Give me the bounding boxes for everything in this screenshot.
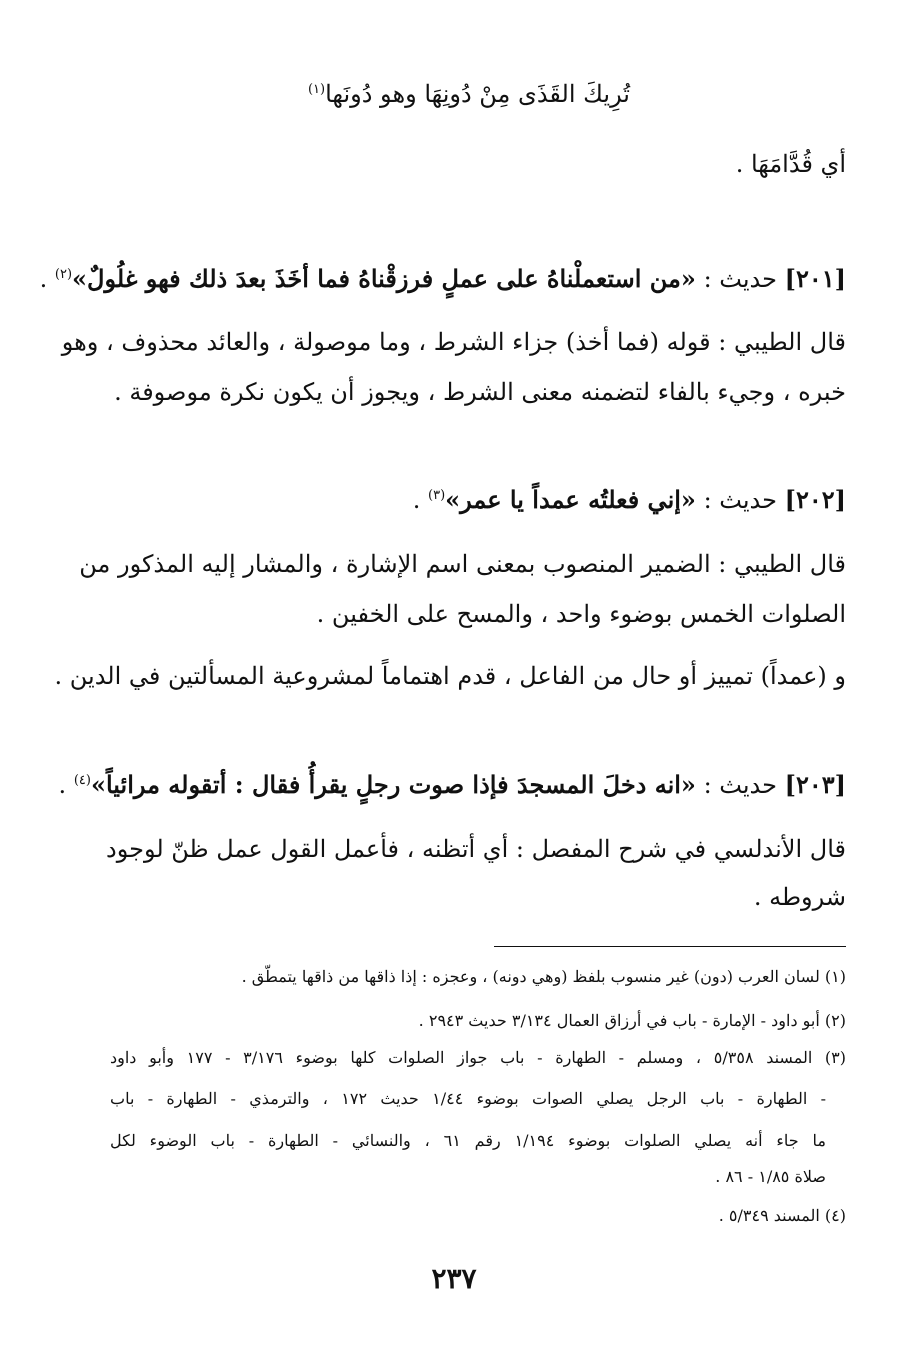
commentary-line: الصلوات الخمس بوضوء واحد ، والمسح على الخفين . bbox=[316, 600, 846, 628]
commentary-line: و (عمداً) تمييز أو حال من الفاعل ، قدم اهتماماً لمشروعية المسألتين في الدين . bbox=[54, 662, 846, 690]
hadith-label: حديث : bbox=[703, 265, 777, 293]
footnote-2: (٢) أبو داود - الإمارة - باب في أرزاق العمال ٣/١٣٤ حديث ٢٩٤٣ . bbox=[418, 1011, 846, 1030]
hadith-quote: «من استعملْناهُ على عملٍ فرزقْناهُ فما أخَذَ بعدَ ذلك فهو غلُولٌ» bbox=[72, 264, 696, 293]
hadith-number: [٢٠٣] bbox=[784, 770, 846, 799]
hadith-quote: «إني فعلتُه عمداً يا عمر» bbox=[445, 485, 696, 514]
commentary-line: قال الطيبي : قوله (فما أخذ) جزاء الشرط ، وما موصولة ، والعائد محذوف ، وهو bbox=[61, 328, 846, 356]
hadith-heading-203 bbox=[58, 770, 846, 799]
footnote-3-line: ما جاء أنه يصلي الصلوات بوضوء ١/١٩٤ رقم ٦١ ، والنسائي - الطهارة - باب الوضوء لكل bbox=[110, 1131, 826, 1150]
commentary-line: قال الطيبي : الضمير المنصوب بمعنى اسم الإشارة ، والمشار إليه المذكور من bbox=[79, 550, 846, 578]
commentary-line: قال الأندلسي في شرح المفصل : أي أتظنه ، فأعمل القول عمل ظنّ لوجود bbox=[106, 835, 846, 863]
heading-end: . bbox=[58, 771, 67, 799]
heading-end: . bbox=[412, 486, 421, 514]
footnote-marker: (٣) bbox=[428, 488, 446, 503]
footnote-3-line: صلاة ١/٨٥ - ٨٦ . bbox=[715, 1167, 826, 1186]
poetry-verse bbox=[308, 80, 630, 108]
page-number: ٢٣٧ bbox=[431, 1262, 477, 1295]
hadith-quote: «انه دخلَ المسجدَ فإذا صوت رجلٍ يقرأُ فقال : أتقوله مرائياً» bbox=[90, 770, 696, 799]
hadith-number: [٢٠١] bbox=[784, 264, 846, 293]
footnote-3-line: - الطهارة - باب الرجل يصلي الصوات بوضوء ١/٤٤ حديث ١٧٢ ، والترمذي - الطهارة - باب bbox=[110, 1089, 827, 1108]
footnote-marker: (٢) bbox=[54, 267, 73, 282]
commentary-line: خبره ، وجيء بالفاء لتضمنه معنى الشرط ، ويجوز أن يكون نكرة موصوفة . bbox=[114, 378, 846, 406]
hadith-heading-201 bbox=[39, 264, 846, 293]
footnote-marker: (١) bbox=[307, 82, 326, 97]
footnote-marker: (٤) bbox=[73, 773, 91, 788]
hadith-heading-202 bbox=[110, 485, 846, 514]
footnote-1: (١) لسان العرب (دون) غير منسوب بلفظ (وهي دونه) ، وعجزه : إذا ذاقها من ذاقها يتمطّق . bbox=[241, 967, 846, 986]
verse-text: تُرِيكَ القَذَى مِنْ دُونِهَا وهو دُونَها bbox=[325, 80, 630, 108]
hadith-number: [٢٠٢] bbox=[784, 485, 846, 514]
hadith-label: حديث : bbox=[703, 486, 777, 514]
footnote-4: (٤) المسند ٥/٣٤٩ . bbox=[718, 1206, 846, 1225]
hadith-label: حديث : bbox=[703, 771, 777, 799]
heading-end: . bbox=[39, 265, 48, 293]
footnote-divider bbox=[494, 946, 846, 947]
verse-gloss: أي قُدَّامَهَا . bbox=[735, 150, 846, 178]
commentary-line: شروطه . bbox=[753, 883, 846, 911]
footnote-3-line: (٣) المسند ٥/٣٥٨ ، ومسلم - الطهارة - باب جواز الصلوات كلها بوضوء ٣/١٧٦ - ١٧٧ وأبو داود bbox=[110, 1048, 847, 1067]
